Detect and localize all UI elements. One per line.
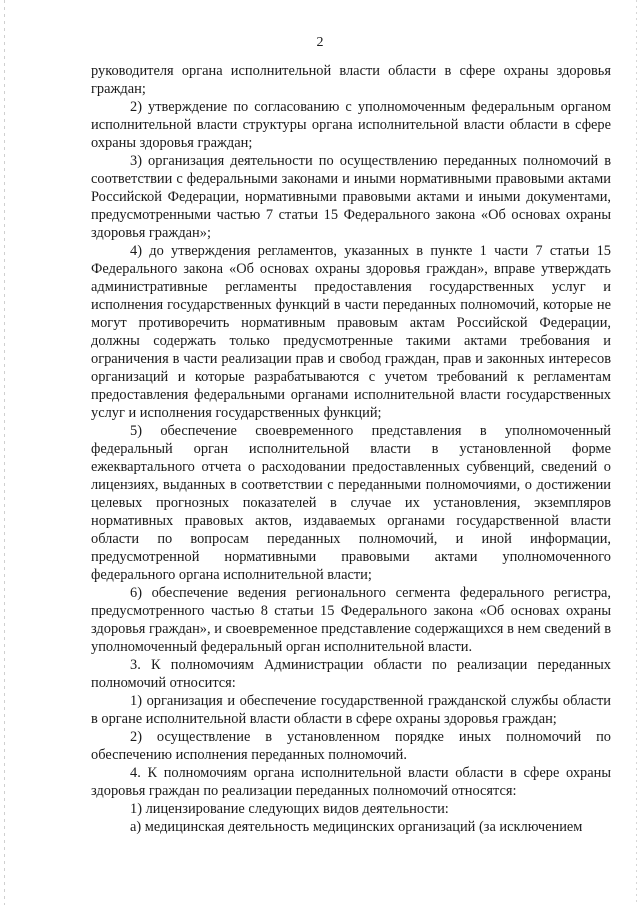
paragraph-item-5: 5) обеспечение своевременного представления в уполномоченный федеральный орган исполнительной власти в установленной форме ежеквартального отчета о расходовании предоставленных субвенций, сведений о лицензиях, выданных в соответствии с переданными полномочиями, о достижении целевых прогнозных показателей в случае их установления, экземпляров нормативных правовых актов, издаваемых органами государственной власти области по вопросам переданных полномочий, и иной информации, предусмотренной нормативными правовыми актами уполномоченного федерального органа исполнительной власти; xyxy=(91,423,611,583)
paragraph-section-4-item-1: 1) лицензирование следующих видов деятельности: xyxy=(130,801,449,817)
paragraph-section-4-item-1a: а) медицинская деятельность медицинских организаций (за исключением xyxy=(130,819,583,835)
scan-edge-left xyxy=(4,0,5,905)
page-number: 2 xyxy=(316,35,324,50)
paragraph-item-6: 6) обеспечение ведения регионального сегмента федерального регистра, предусмотренного частью 8 статьи 15 Федерального закона «Об основах охраны здоровья граждан», и своевременное представление содержащихся в нем сведений в уполномоченный федеральный орган исполнительной власти. xyxy=(91,585,611,655)
paragraph-section-3-item-1: 1) организация и обеспечение государственной гражданской службы области в органе исполнительной власти области в сфере охраны здоровья граждан; xyxy=(91,693,611,727)
paragraph-section-4: 4. К полномочиям органа исполнительной власти области в сфере охраны здоровья граждан по реализации переданных полномочий относятся: xyxy=(91,765,611,799)
paragraph-item-2: 2) утверждение по согласованию с уполномоченным федеральным органом исполнительной власти структуры органа исполнительной власти области в сфере охраны здоровья граждан; xyxy=(91,99,611,151)
paragraph-continuation: руководителя органа исполнительной власти области в сфере охраны здоровья граждан; xyxy=(91,63,611,97)
paragraph-item-4: 4) до утверждения регламентов, указанных в пункте 1 части 7 статьи 15 Федерального закона «Об основах охраны здоровья граждан», вправе утверждать административные регламенты предоставления государственных услуг и исполнения государственных функций в части переданных полномочий, которые не могут противоречить нормативным правовым актам Российской Федерации, должны содержать только предусмотренные такими актами требования и ограничения в части реализации прав и свобод граждан, прав и законных интересов организаций и которые разрабатываются с учетом требований к регламентам предоставления федеральными органами исполнительной власти государственных услуг и исполнения государственных функций; xyxy=(91,243,611,421)
scan-edge-right xyxy=(636,0,637,905)
paragraph-section-3: 3. К полномочиям Администрации области по реализации переданных полномочий относится: xyxy=(91,657,611,691)
document-body xyxy=(91,62,611,836)
paragraph-section-3-item-2: 2) осуществление в установленном порядке иных полномочий по обеспечению исполнения переданных полномочий. xyxy=(91,729,611,763)
paragraph-item-3: 3) организация деятельности по осуществлению переданных полномочий в соответствии с федеральными законами и иными нормативными правовыми актами Российской Федерации, нормативными правовыми актами и иными документами, предусмотренными частью 7 статьи 15 Федерального закона «Об основах охраны здоровья граждан»; xyxy=(91,153,611,241)
